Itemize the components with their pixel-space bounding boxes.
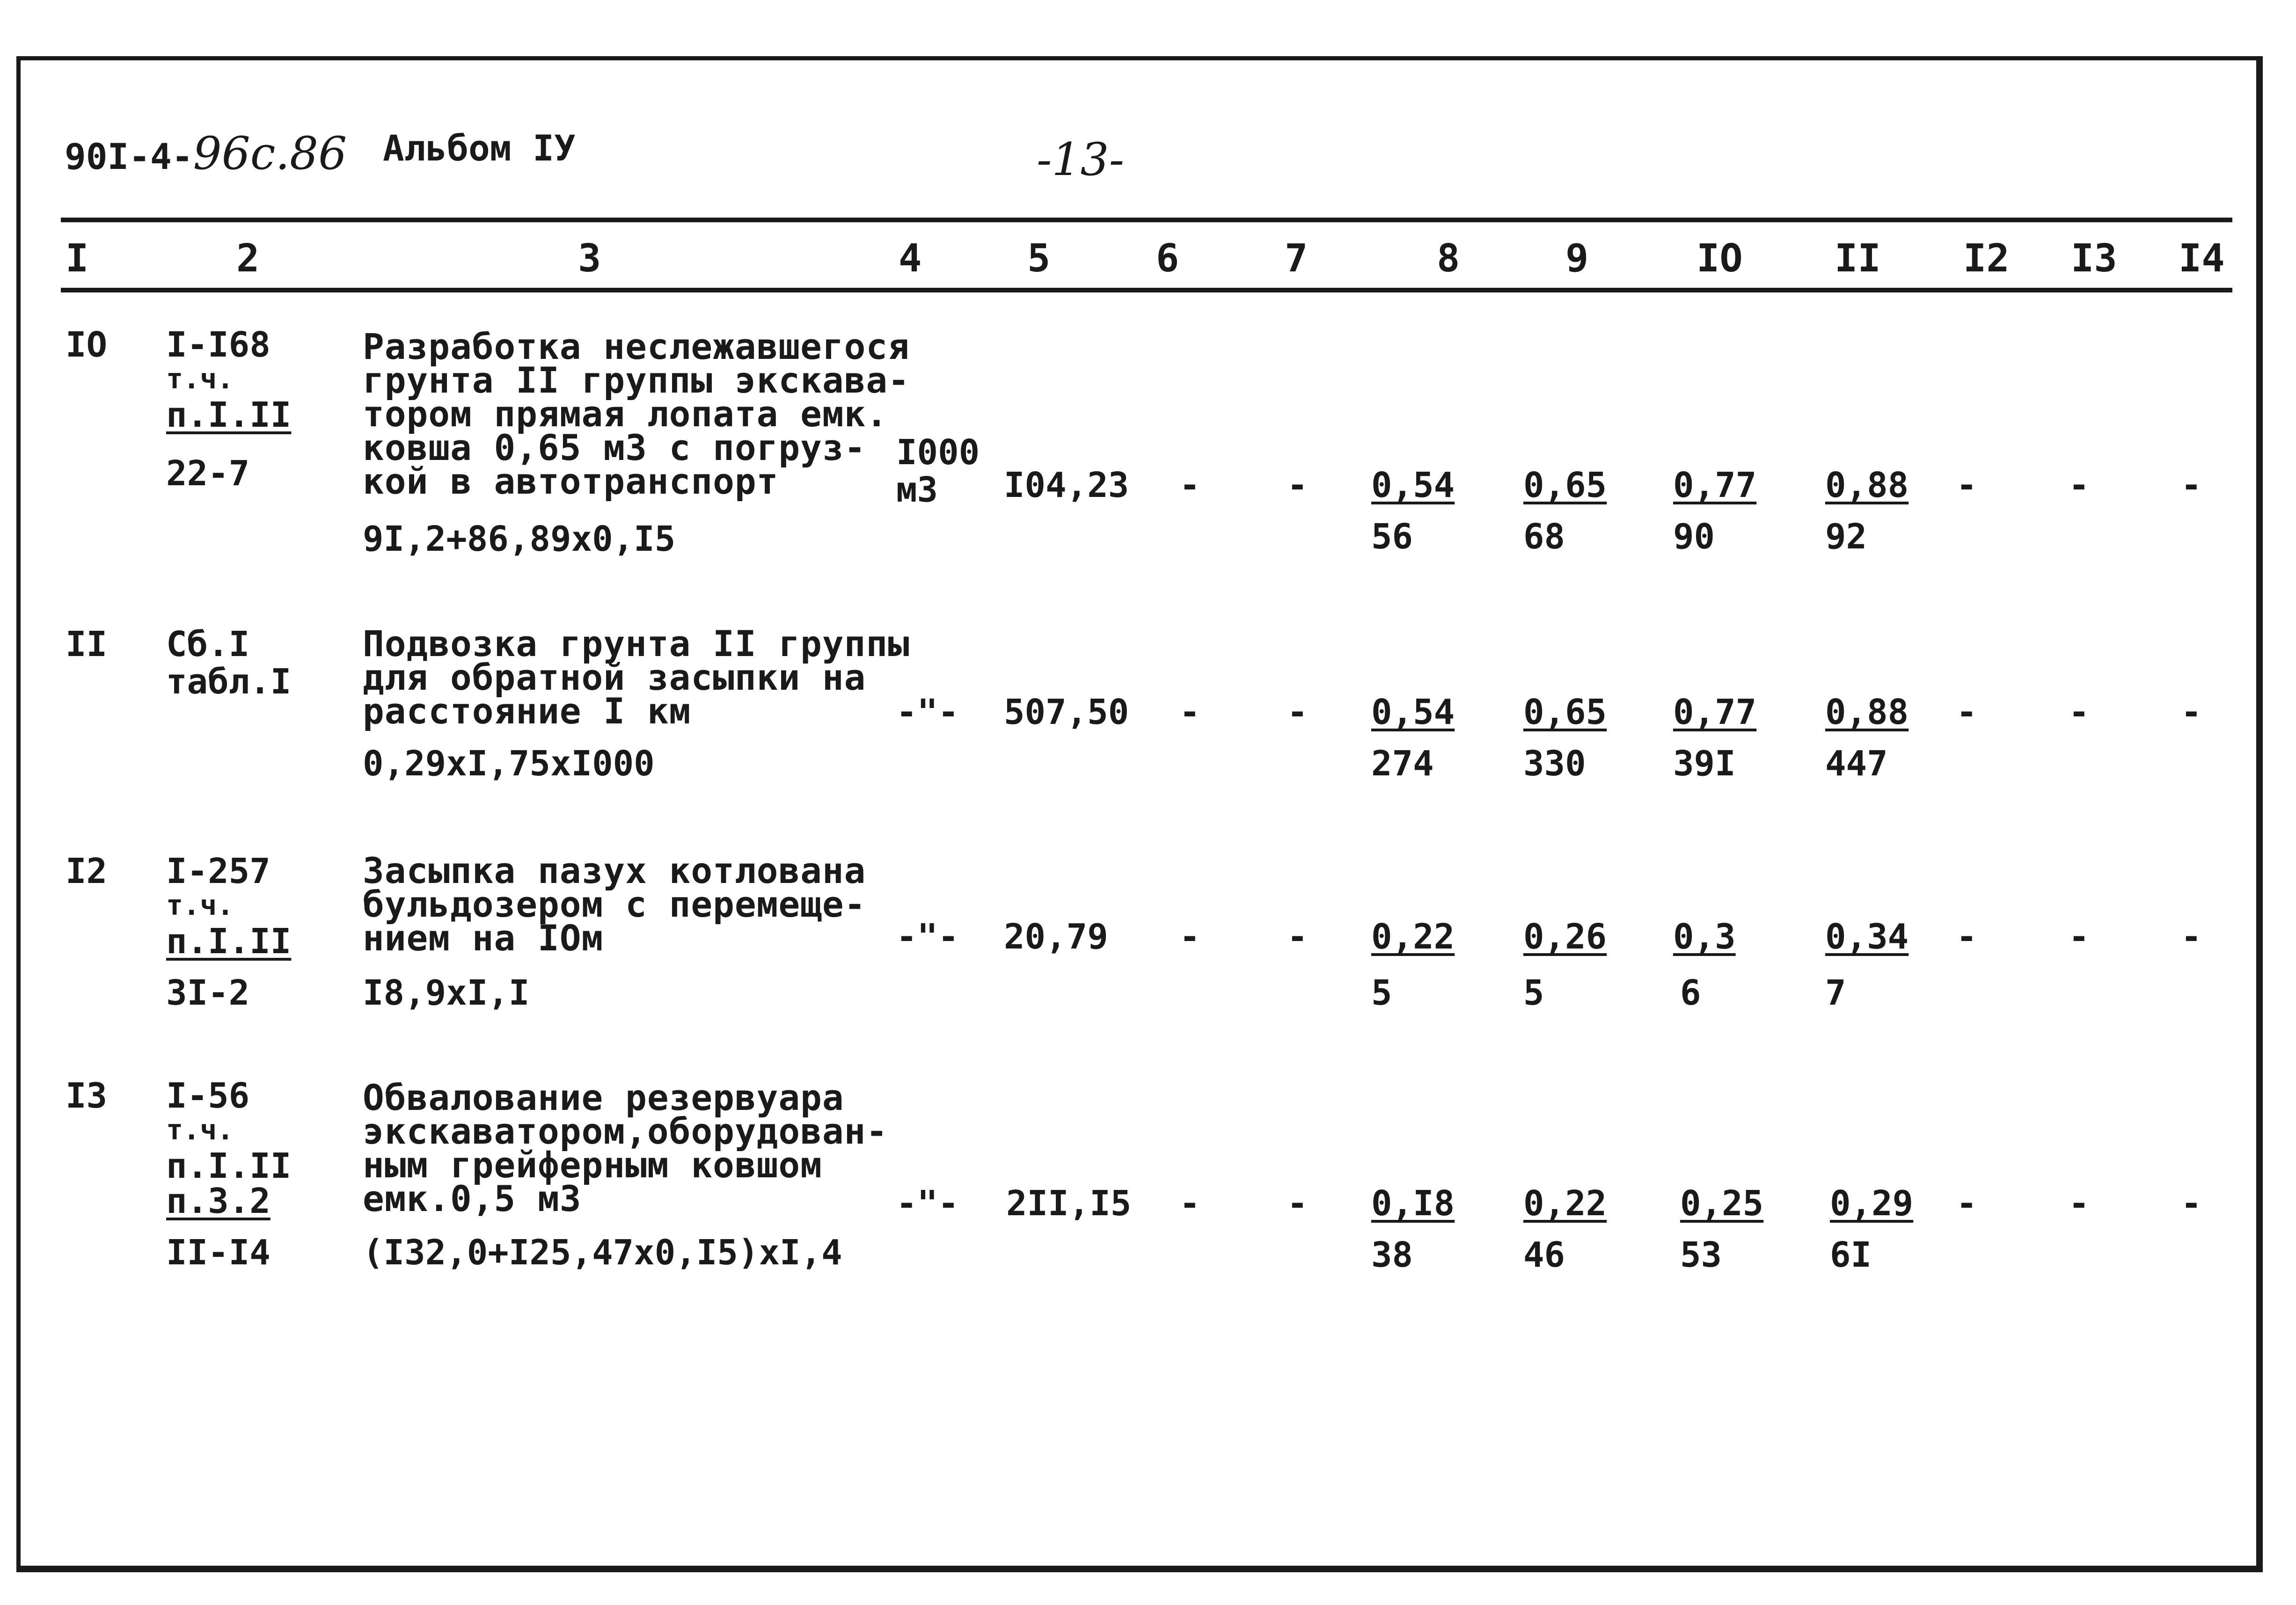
row-col8-rate: 0,54 [1371,465,1455,505]
document-code-handwritten: 96с.86 [193,127,347,180]
row-col10-rate: 0,77 [1673,465,1757,505]
col-header-2: 2 [236,236,260,281]
row-description [363,326,910,502]
page-frame [16,56,2263,1572]
row-col10-rate: 0,3 [1673,917,1736,957]
col-header-8: 8 [1437,236,1460,281]
row-col7: - [1287,917,1308,957]
row-col8-value: 274 [1371,744,1434,784]
col-header-10: IO [1696,236,1743,281]
description-line: ковша 0,65 м3 с погруз- [363,427,866,468]
row-col13: - [2069,692,2090,732]
row-reference: т.ч. [166,1114,234,1146]
row-reference: табл.I [166,662,292,702]
row-reference: т.ч. [166,889,234,922]
header-rule-bottom [61,288,2232,292]
row-reference: Сб.I [166,624,250,664]
album-label: Альбом IУ [383,127,576,169]
col-header-4: 4 [899,236,922,281]
row-description [363,623,910,732]
row-reference: 3I-2 [166,973,250,1013]
header-rule-top [61,218,2232,222]
row-col6: - [1179,917,1200,957]
description-line: расстояние I км [363,690,691,732]
description-line: Разработка неслежавшегося [363,326,910,367]
col-header-9: 9 [1565,236,1589,281]
row-quantity: 507,50 [1004,692,1129,732]
row-quantity: 20,79 [1004,917,1108,957]
row-description [363,850,866,959]
row-number: I3 [66,1076,108,1116]
description-line: тором прямая лопата емк. [363,393,888,435]
description-line: ным грейферным ковшом [363,1144,822,1186]
description-line: емк.0,5 м3 [363,1178,582,1219]
row-unit: -"- [896,917,959,957]
col-header-14: I4 [2179,236,2225,281]
row-col10-value: 53 [1680,1235,1722,1275]
row-col9-rate: 0,65 [1523,465,1607,505]
row-col13: - [2069,1183,2090,1224]
row-col10-value: 90 [1673,517,1715,557]
row-col11-rate: 0,88 [1825,692,1909,732]
row-col10-rate: 0,77 [1673,692,1757,732]
row-formula: (I32,0+I25,47x0,I5)xI,4 [363,1233,842,1273]
row-col7: - [1287,692,1308,732]
description-line: Обвалование резервуара [363,1077,844,1118]
row-reference: II-I4 [166,1233,271,1273]
row-col14: - [2181,917,2202,957]
row-reference: п.I.II [166,395,292,435]
row-col8-value: 56 [1371,517,1413,557]
row-col13: - [2069,465,2090,505]
description-line: бульдозером с перемеще- [363,883,866,925]
row-col11-rate: 0,88 [1825,465,1909,505]
row-col7: - [1287,465,1308,505]
row-number: I2 [66,851,108,891]
row-col6: - [1179,465,1200,505]
row-col14: - [2181,1183,2202,1224]
row-formula: 0,29xI,75xI000 [363,744,655,784]
col-header-13: I3 [2071,236,2117,281]
row-col10-value: 39I [1673,744,1736,784]
row-unit: -"- [896,1183,959,1224]
col-header-7: 7 [1285,236,1308,281]
row-col10-value: 6 [1680,973,1701,1013]
row-col9-rate: 0,26 [1523,917,1607,957]
row-col12: - [1956,1183,1977,1224]
row-col10-rate: 0,25 [1680,1183,1764,1224]
row-col14: - [2181,692,2202,732]
row-col9-value: 68 [1523,517,1565,557]
row-reference: 22-7 [166,453,250,494]
row-col9-value: 5 [1523,973,1544,1013]
row-col9-rate: 0,65 [1523,692,1607,732]
row-col11-value: 92 [1825,517,1867,557]
col-header-11: II [1835,236,1881,281]
row-col12: - [1956,692,1977,732]
row-col7: - [1287,1183,1308,1224]
row-number: II [66,624,108,664]
row-description [363,1077,888,1219]
col-header-5: 5 [1027,236,1051,281]
row-col13: - [2069,917,2090,957]
col-header-6: 6 [1156,236,1179,281]
description-line: Засыпка пазух котлована [363,850,866,891]
page-number: -13- [1037,133,1125,186]
col-header-3: 3 [578,236,601,281]
row-col11-value: 7 [1825,973,1846,1013]
row-reference: I-257 [166,851,271,891]
row-col9-rate: 0,22 [1523,1183,1607,1224]
col-header-1: I [66,236,89,281]
row-formula: 9I,2+86,89x0,I5 [363,519,676,559]
row-col11-value: 447 [1825,744,1888,784]
description-line: для обратной засыпки на [363,657,866,698]
description-line: экскаватором,оборудован- [363,1110,888,1152]
row-col8-rate: 0,54 [1371,692,1455,732]
document-code-number: 90I-4- [65,136,193,177]
document-code [65,127,347,180]
row-col8-rate: 0,22 [1371,917,1455,957]
row-col8-value: 5 [1371,973,1392,1013]
row-col11-value: 6I [1830,1235,1872,1275]
row-quantity: 2II,I5 [1006,1183,1132,1224]
row-col9-value: 46 [1523,1235,1565,1275]
row-reference: I-56 [166,1076,250,1116]
description-line: кой в автотранспорт [363,460,779,502]
row-unit: м3 [896,470,938,510]
row-reference: п.3.2 [166,1181,271,1221]
description-line: Подвозка грунта II группы [363,623,910,664]
row-number: IO [66,325,108,365]
row-col11-rate: 0,29 [1830,1183,1914,1224]
row-col11-rate: 0,34 [1825,917,1909,957]
row-col12: - [1956,917,1977,957]
row-col8-rate: 0,I8 [1371,1183,1455,1224]
row-col8-value: 38 [1371,1235,1413,1275]
row-unit: -"- [896,692,959,732]
col-header-12: I2 [1963,236,2010,281]
row-col6: - [1179,692,1200,732]
description-line: нием на IOм [363,917,604,959]
row-reference: п.I.II [166,921,292,962]
row-col14: - [2181,465,2202,505]
row-reference: т.ч. [166,363,234,395]
row-col6: - [1179,1183,1200,1224]
description-line: грунта II группы экскава- [363,359,910,401]
row-reference: I-I68 [166,325,271,365]
row-col9-value: 330 [1523,744,1586,784]
row-unit: I000 [896,432,980,473]
row-formula: I8,9xI,I [363,973,530,1013]
row-reference: п.I.II [166,1146,292,1186]
row-quantity: I04,23 [1004,465,1129,505]
row-col12: - [1956,465,1977,505]
